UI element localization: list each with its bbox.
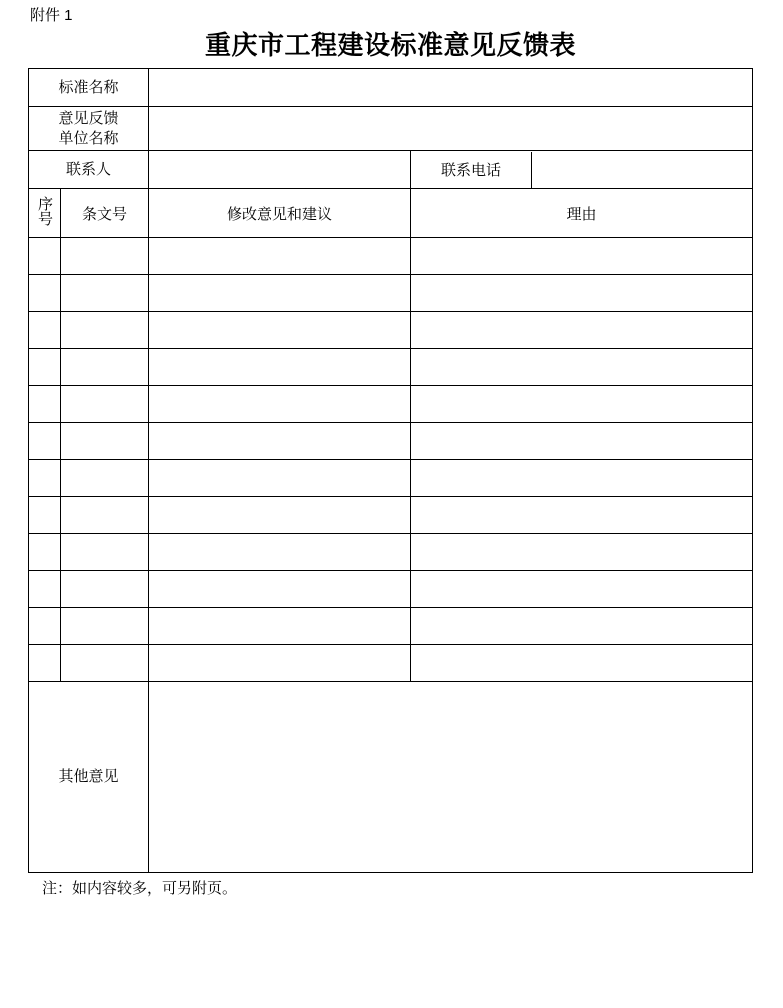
cell-clause[interactable] [61, 386, 149, 423]
cell-reason[interactable] [411, 386, 753, 423]
table-row [29, 238, 753, 275]
cell-seq[interactable] [29, 571, 61, 608]
cell-seq[interactable] [29, 349, 61, 386]
cell-clause[interactable] [61, 349, 149, 386]
table-row [29, 534, 753, 571]
cell-clause[interactable] [61, 534, 149, 571]
cell-opinion[interactable] [149, 645, 411, 682]
table-row [29, 497, 753, 534]
cell-reason[interactable] [411, 534, 753, 571]
cell-opinion[interactable] [149, 497, 411, 534]
table-row [29, 608, 753, 645]
contact-phone-label: 联系电话 [411, 152, 532, 188]
cell-opinion[interactable] [149, 238, 411, 275]
cell-seq[interactable] [29, 608, 61, 645]
feedback-unit-label-line1: 意见反馈 [58, 109, 119, 127]
contact-row [29, 151, 753, 189]
feedback-form-table [28, 68, 753, 873]
page-title: 重庆市工程建设标准意见反馈表 [204, 30, 576, 60]
standard-name-label: 标准名称 [29, 69, 149, 107]
cell-reason[interactable] [411, 460, 753, 497]
contact-phone-input[interactable] [532, 152, 752, 188]
cell-seq[interactable] [29, 534, 61, 571]
cell-seq[interactable] [29, 645, 61, 682]
contact-person-label: 联系人 [29, 151, 149, 189]
header-clause: 条文号 [61, 189, 149, 238]
cell-opinion[interactable] [149, 423, 411, 460]
standard-name-input[interactable] [149, 69, 753, 107]
cell-reason[interactable] [411, 497, 753, 534]
table-header-row [29, 189, 753, 238]
other-opinion-label: 其他意见 [29, 682, 149, 873]
contact-person-input[interactable] [149, 151, 411, 189]
header-opinion: 修改意见和建议 [149, 189, 411, 238]
cell-opinion[interactable] [149, 534, 411, 571]
feedback-unit-label-line2: 单位名称 [58, 129, 119, 147]
table-row [29, 386, 753, 423]
cell-clause[interactable] [61, 497, 149, 534]
cell-clause[interactable] [61, 312, 149, 349]
cell-seq[interactable] [29, 238, 61, 275]
feedback-unit-row [29, 107, 753, 151]
table-row [29, 312, 753, 349]
contact-phone-cell [411, 151, 753, 189]
table-row [29, 423, 753, 460]
cell-opinion[interactable] [149, 349, 411, 386]
cell-opinion[interactable] [149, 460, 411, 497]
cell-seq[interactable] [29, 275, 61, 312]
other-opinion-input[interactable] [149, 682, 753, 873]
cell-reason[interactable] [411, 608, 753, 645]
table-row [29, 571, 753, 608]
attachment-label: 附件 1 [30, 7, 73, 24]
cell-opinion[interactable] [149, 386, 411, 423]
cell-clause[interactable] [61, 645, 149, 682]
cell-opinion[interactable] [149, 312, 411, 349]
cell-reason[interactable] [411, 238, 753, 275]
header-reason: 理由 [411, 189, 753, 238]
standard-name-row [29, 69, 753, 107]
cell-clause[interactable] [61, 608, 149, 645]
contact-phone-subtable [411, 152, 752, 188]
form-note: 注：如内容较多，可另附页。 [42, 880, 238, 897]
table-row [29, 275, 753, 312]
cell-clause[interactable] [61, 571, 149, 608]
cell-reason[interactable] [411, 571, 753, 608]
table-row [29, 460, 753, 497]
cell-clause[interactable] [61, 238, 149, 275]
cell-opinion[interactable] [149, 608, 411, 645]
cell-seq[interactable] [29, 497, 61, 534]
cell-seq[interactable] [29, 460, 61, 497]
cell-reason[interactable] [411, 349, 753, 386]
cell-reason[interactable] [411, 423, 753, 460]
cell-clause[interactable] [61, 423, 149, 460]
table-row [29, 349, 753, 386]
cell-reason[interactable] [411, 645, 753, 682]
cell-seq[interactable] [29, 386, 61, 423]
other-opinion-row [29, 682, 753, 873]
table-row [29, 645, 753, 682]
cell-seq[interactable] [29, 312, 61, 349]
header-seq-label: 序号 [36, 196, 53, 226]
cell-clause[interactable] [61, 275, 149, 312]
feedback-unit-label [29, 107, 149, 151]
cell-reason[interactable] [411, 275, 753, 312]
cell-clause[interactable] [61, 460, 149, 497]
feedback-unit-input[interactable] [149, 107, 753, 151]
cell-seq[interactable] [29, 423, 61, 460]
cell-opinion[interactable] [149, 571, 411, 608]
header-seq [29, 189, 61, 238]
cell-opinion[interactable] [149, 275, 411, 312]
cell-reason[interactable] [411, 312, 753, 349]
